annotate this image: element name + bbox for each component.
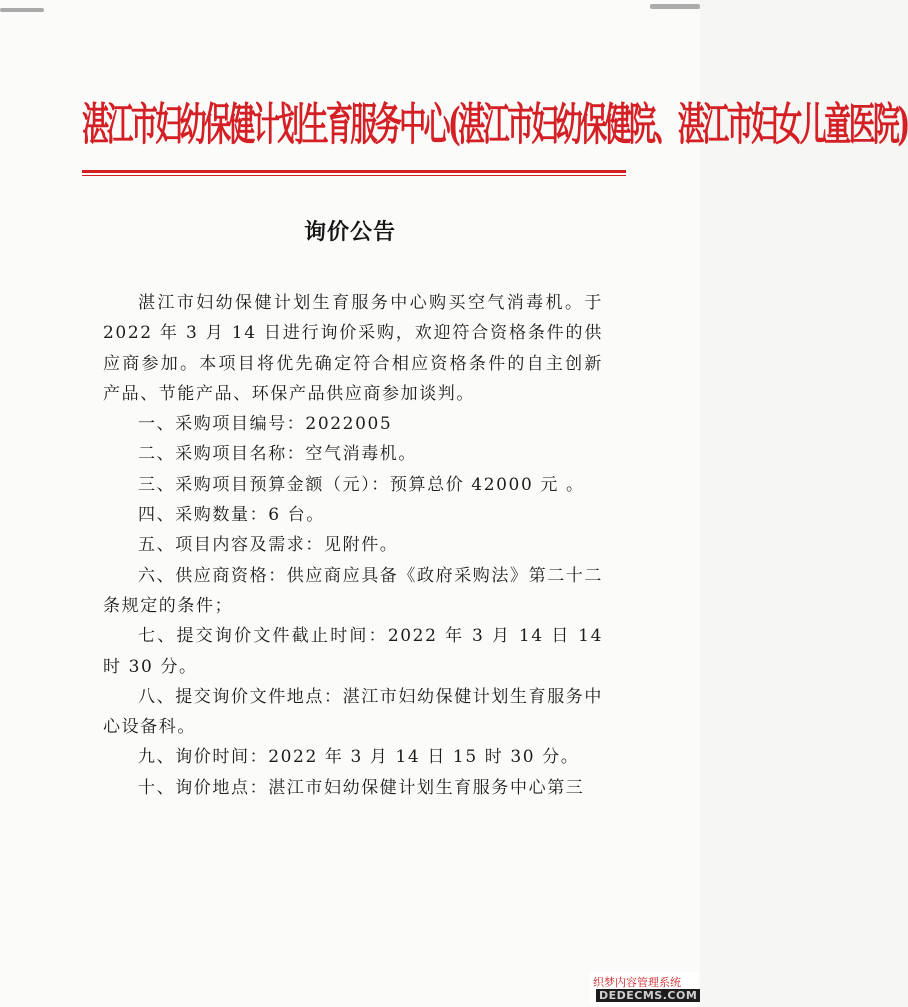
item-requirements: 五、项目内容及需求：见附件。 [138,535,399,556]
item-supplier-qualification: 六、供应商资格：供应商应具备《政府采购法》第二十二条规定的条件； [103,565,603,616]
institution-header: 湛江市妇幼保健计划生育服务中心(湛江市妇幼保健院、湛江市妇女儿童医院) [82,100,908,152]
item-budget: 三、采购项目预算金额（元）：预算总价 42000 元 。 [138,474,585,495]
document-body [103,288,603,803]
item-inquiry-time: 九、询价时间：2022 年 3 月 14 日 15 时 30 分。 [138,747,580,768]
watermark-text: 织梦内容管理系统 [593,976,681,989]
header-rule [82,170,626,173]
watermark-logo [590,972,698,1004]
item-inquiry-location: 十、询价地点：湛江市妇幼保健计划生育服务中心第三 [138,777,585,798]
scan-mark [650,4,700,9]
watermark-domain: DEDECMS.COM [596,989,700,1002]
header-rule [82,175,626,176]
item-quantity: 四、采购数量：6 台。 [138,505,325,526]
intro-paragraph: 湛江市妇幼保健计划生育服务中心购买空气消毒机。于2022 年 3 月 14 日进行询价采购，欢迎符合资格条件的供应商参加。本项目将优先确定符合相应资格条件的自主创新产品、节能产品、环保产品供应商参加谈判。 [103,293,603,404]
item-submission-location: 八、提交询价文件地点：湛江市妇幼保健计划生育服务中心设备科。 [103,686,603,738]
scan-mark [0,8,44,12]
document-title: 询价公告 [303,220,396,245]
item-project-name: 二、采购项目名称：空气消毒机。 [138,444,417,465]
item-submission-deadline: 七、提交询价文件截止时间：2022 年 3 月 14 日 14 时 30 分。 [103,626,603,677]
item-project-number: 一、采购项目编号：2022005 [138,414,393,435]
